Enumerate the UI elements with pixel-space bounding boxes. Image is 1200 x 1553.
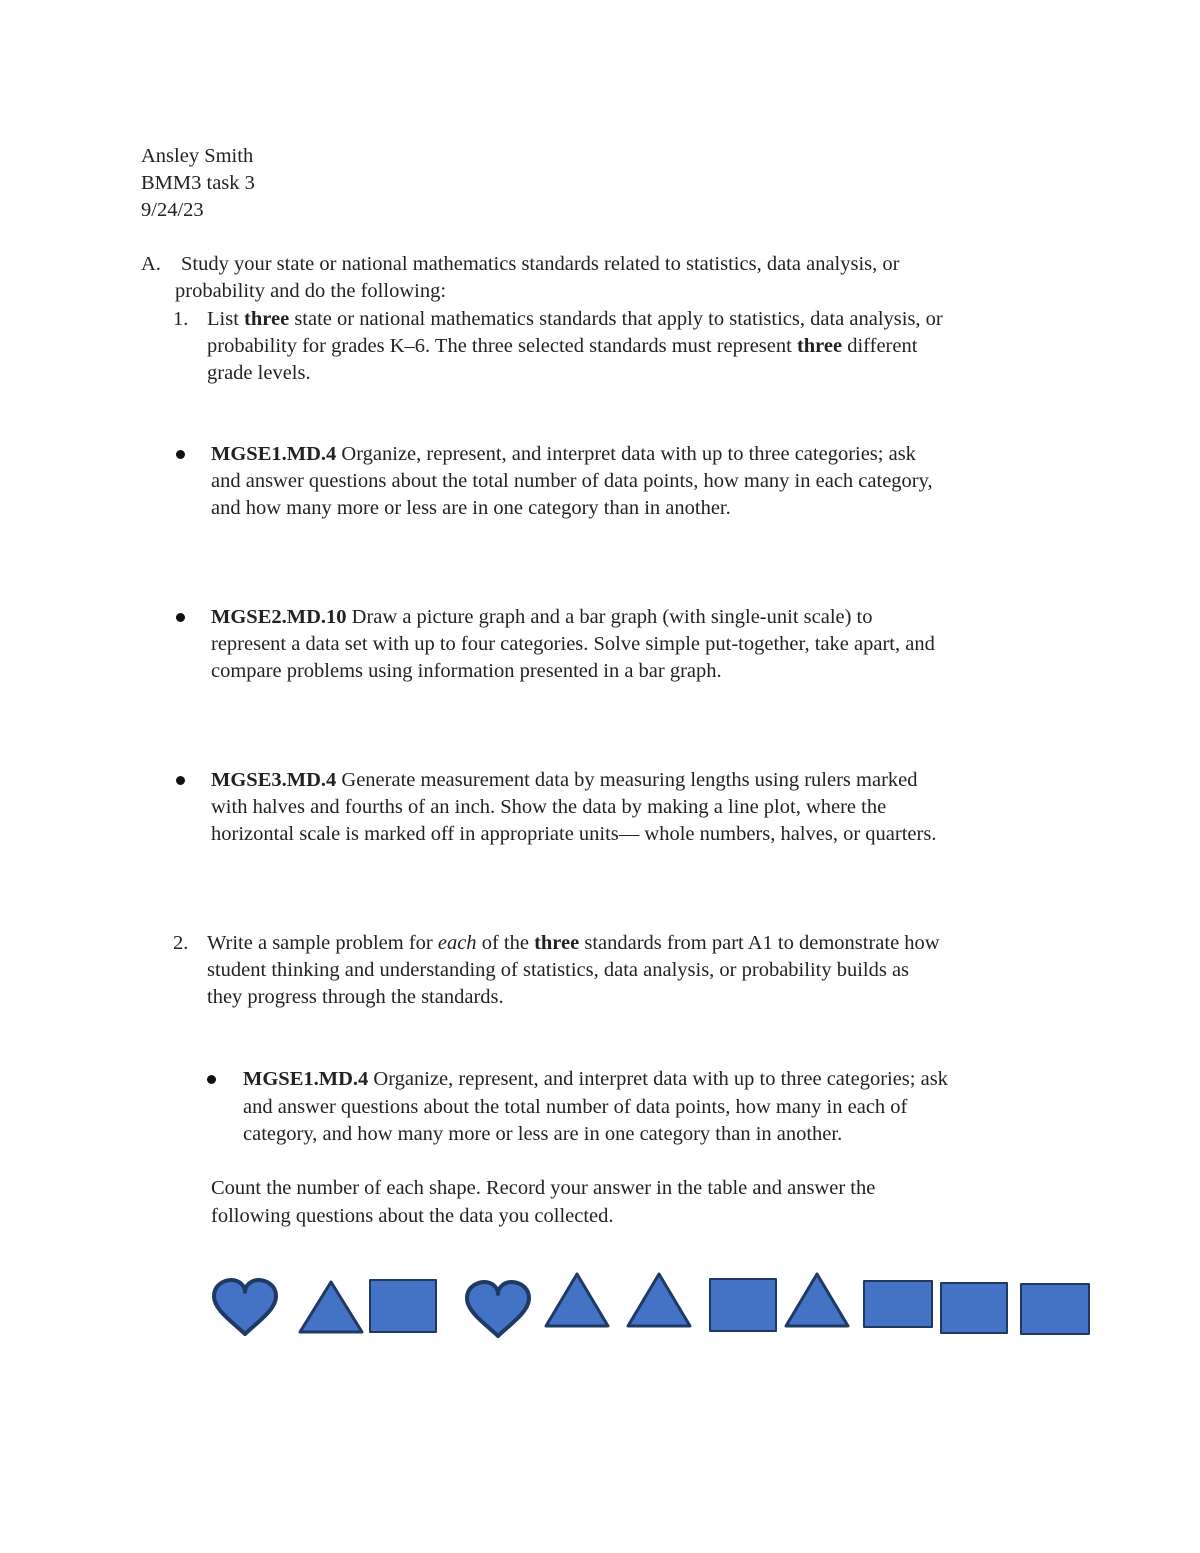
standard-3-line2: with halves and fourths of an inch. Show the data by making a line plot, where the	[211, 796, 887, 818]
sample-standard-line1: MGSE1.MD.4 Organize, represent, and interpret data with up to three categories; ask	[243, 1068, 948, 1090]
instructions-line1: Count the number of each shape. Record your answer in the table and answer the	[211, 1177, 876, 1199]
triangle-icon	[546, 1274, 608, 1326]
student-name: Ansley Smith	[141, 145, 254, 167]
item-2-line2: student thinking and understanding of statistics, data analysis, or probability builds as	[207, 959, 910, 981]
standard-2-line2: represent a data set with up to four categories. Solve simple put-together, take apart, and	[211, 633, 935, 655]
date: 9/24/23	[141, 199, 204, 221]
standard-1-line3: and how many more or less are in one category than in another.	[211, 497, 731, 519]
standard-3-line3: horizontal scale is marked off in appropriate units— whole numbers, halves, or quarters.	[211, 823, 937, 845]
sample-standard-line2: and answer questions about the total number of data points, how many in each of	[243, 1096, 908, 1118]
triangle-icon	[300, 1282, 362, 1332]
heart-icon	[214, 1280, 276, 1334]
item-2-number: 2.	[173, 932, 189, 954]
item-1-number: 1.	[173, 308, 189, 330]
square-icon	[864, 1281, 932, 1327]
heart-icon	[467, 1282, 529, 1336]
standard-2-line3: compare problems using information presented in a bar graph.	[211, 660, 722, 682]
item-1-line3: grade levels.	[207, 362, 311, 384]
standard-1-line2: and answer questions about the total number of data points, how many in each category,	[211, 470, 933, 492]
triangle-icon	[786, 1274, 848, 1326]
course-task: BMM3 task 3	[141, 172, 255, 194]
item-1-line2: probability for grades K–6. The three selected standards must represent three different	[207, 335, 918, 357]
standard-2-line1: MGSE2.MD.10 Draw a picture graph and a bar graph (with single-unit scale) to	[211, 606, 873, 628]
instructions-line2: following questions about the data you collected.	[211, 1205, 614, 1227]
item-1-line1: List three state or national mathematics standards that apply to statistics, data analysis, or	[207, 308, 943, 330]
square-icon	[941, 1283, 1007, 1333]
square-icon	[710, 1279, 776, 1331]
section-a-intro-line1: Study your state or national mathematics standards related to statistics, data analysis, or	[181, 253, 900, 275]
section-a-intro-line2: probability and do the following:	[175, 280, 447, 302]
triangle-icon	[628, 1274, 690, 1326]
square-icon	[370, 1280, 436, 1332]
section-a-letter: A.	[141, 253, 161, 275]
square-icon	[1021, 1284, 1089, 1334]
item-2-line1: Write a sample problem for each of the three standards from part A1 to demonstrate how	[207, 932, 940, 954]
standard-3-line1: MGSE3.MD.4 Generate measurement data by measuring lengths using rulers marked	[211, 769, 918, 791]
sample-standard-line3: category, and how many more or less are in one category than in another.	[243, 1123, 843, 1145]
standard-1-line1: MGSE1.MD.4 Organize, represent, and interpret data with up to three categories; ask	[211, 443, 916, 465]
item-2-line3: they progress through the standards.	[207, 986, 504, 1008]
